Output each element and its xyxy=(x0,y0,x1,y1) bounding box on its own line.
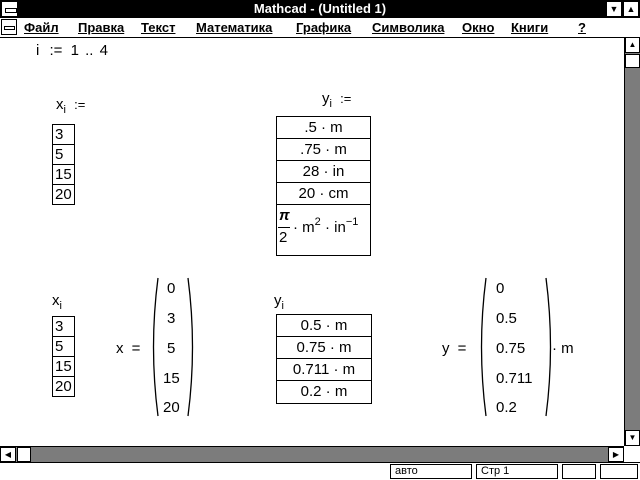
x-definition-label[interactable] xyxy=(56,96,86,116)
x-input-cell[interactable]: 20 xyxy=(53,185,75,205)
y-name: y xyxy=(322,90,330,107)
x-eval-cell: 3 xyxy=(53,317,75,337)
y-input-cell[interactable]: 20 · cm xyxy=(277,183,370,205)
x-name: x xyxy=(116,340,124,357)
up-triangle-icon: ▲ xyxy=(626,4,636,14)
x-vector-entry: 3 xyxy=(167,310,176,327)
document-menu-button[interactable] xyxy=(1,19,17,35)
x-name: x xyxy=(52,292,60,309)
horizontal-scrollbar[interactable] xyxy=(0,446,624,462)
y-eval-label[interactable] xyxy=(274,292,284,312)
menu-symbolics[interactable]: Символика xyxy=(372,20,445,35)
y-vector-entry: 0.5 xyxy=(496,310,517,327)
y-vector-entry: 0.75 xyxy=(496,340,526,357)
range-var: i xyxy=(36,42,40,59)
x-input-table[interactable] xyxy=(52,124,75,205)
exponent-neg1: −1 xyxy=(345,216,359,228)
status-page: Стр 1 xyxy=(476,464,558,479)
scroll-right-button[interactable] xyxy=(608,447,624,462)
maximize-button[interactable] xyxy=(623,1,639,17)
range-definition[interactable] xyxy=(36,42,108,59)
x-vector-entry: 0 xyxy=(167,280,176,297)
status-panel-empty xyxy=(562,464,596,479)
y-vector-unit: · m xyxy=(552,340,574,357)
menu-bar xyxy=(0,18,640,38)
x-vector-entry: 20 xyxy=(163,399,180,416)
menu-window[interactable]: Окно xyxy=(462,20,495,35)
y-input-cell[interactable]: .75 · m xyxy=(277,139,370,161)
right-arrow-icon: ▶ xyxy=(612,450,620,459)
menu-books[interactable]: Книги xyxy=(511,20,549,35)
range-dots: .. xyxy=(85,42,94,59)
y-input-cell-last[interactable] xyxy=(277,205,370,255)
y-input-table[interactable] xyxy=(276,116,371,256)
y-vector-label[interactable] xyxy=(442,340,466,357)
x-eval-label[interactable] xyxy=(52,292,62,312)
x-name: x xyxy=(56,96,64,113)
unit-expression xyxy=(293,216,359,236)
denominator: 2 xyxy=(279,229,288,246)
minimize-button[interactable] xyxy=(606,1,622,17)
y-name: y xyxy=(274,292,282,309)
assign-op: := xyxy=(49,42,63,59)
status-panel-empty xyxy=(600,464,638,479)
x-vector-entry: 15 xyxy=(163,370,180,387)
vertical-scroll-thumb[interactable] xyxy=(625,54,640,68)
menu-edit[interactable]: Правка xyxy=(78,20,125,35)
fraction-line xyxy=(278,227,290,228)
status-bar xyxy=(0,462,640,480)
scroll-left-button[interactable] xyxy=(0,447,16,462)
vertical-scrollbar[interactable] xyxy=(624,37,640,447)
range-end: 4 xyxy=(99,42,108,59)
equals-sign: = xyxy=(131,340,141,357)
range-start: 1 xyxy=(70,42,79,59)
y-eval-cell: 0.5 · m xyxy=(277,315,371,337)
x-eval-cell: 20 xyxy=(53,377,75,397)
scroll-up-button[interactable] xyxy=(625,37,640,53)
unit-in: · in xyxy=(320,219,346,236)
menu-math[interactable]: Математика xyxy=(196,20,273,35)
down-triangle-icon: ▼ xyxy=(609,4,619,14)
menu-graphics[interactable]: Графика xyxy=(296,20,352,35)
up-arrow-icon: ▲ xyxy=(628,40,637,49)
y-input-cell[interactable]: .5 · m xyxy=(277,117,370,139)
scroll-down-button[interactable] xyxy=(625,430,640,446)
x-eval-cell: 5 xyxy=(53,337,75,357)
x-input-cell[interactable]: 5 xyxy=(53,145,75,165)
assign-op: := xyxy=(74,97,86,112)
menu-text[interactable]: Текст xyxy=(141,20,176,35)
y-eval-cell: 0.711 · m xyxy=(277,359,371,381)
menu-help[interactable]: ? xyxy=(578,20,586,35)
y-vector-entry: 0 xyxy=(496,280,505,297)
y-input-cell[interactable]: 28 · in xyxy=(277,161,370,183)
title-bar xyxy=(0,0,640,18)
x-eval-table[interactable] xyxy=(52,316,75,397)
pi-numerator: π xyxy=(279,207,290,224)
x-eval-cell: 15 xyxy=(53,357,75,377)
x-vector-entry: 5 xyxy=(167,340,176,357)
status-mode: авто xyxy=(390,464,472,479)
y-eval-table[interactable] xyxy=(276,314,372,404)
menu-file[interactable]: Файл xyxy=(24,20,59,35)
x-input-cell[interactable]: 15 xyxy=(53,165,75,185)
unit-m: · m xyxy=(293,219,315,236)
horizontal-scroll-thumb[interactable] xyxy=(17,447,31,462)
y-subscript: i xyxy=(329,98,332,110)
window-title: Mathcad - (Untitled 1) xyxy=(253,1,387,16)
y-name: y xyxy=(442,340,450,357)
assign-op: := xyxy=(340,91,352,106)
y-subscript: i xyxy=(281,300,284,312)
x-subscript: i xyxy=(63,104,66,116)
scrollbar-corner xyxy=(624,446,640,462)
y-vector-entry: 0.711 xyxy=(496,370,533,387)
x-input-cell[interactable]: 3 xyxy=(53,125,75,145)
y-eval-cell: 0.75 · m xyxy=(277,337,371,359)
y-eval-cell: 0.2 · m xyxy=(300,383,348,400)
y-definition-label[interactable] xyxy=(322,90,352,110)
exponent-2: 2 xyxy=(314,216,321,228)
down-arrow-icon: ▼ xyxy=(628,433,637,442)
equals-sign: = xyxy=(457,340,467,357)
x-subscript: i xyxy=(59,300,62,312)
x-vector-label[interactable] xyxy=(116,340,140,357)
left-arrow-icon: ◀ xyxy=(4,450,12,459)
y-vector-entry: 0.2 xyxy=(496,399,517,416)
